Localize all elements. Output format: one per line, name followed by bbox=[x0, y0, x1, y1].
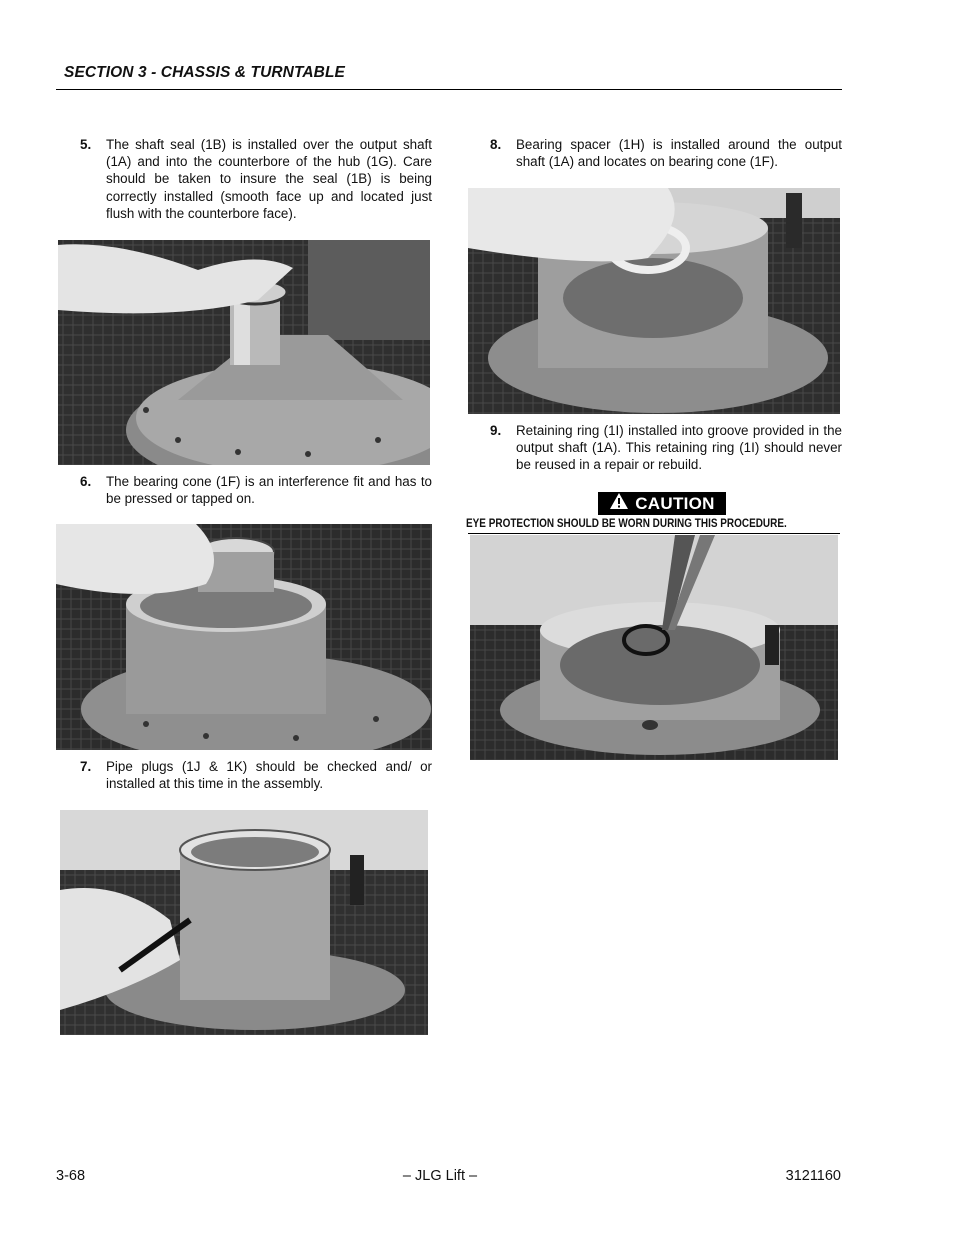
photo-pipe-plugs bbox=[60, 810, 428, 1035]
footer-center: – JLG Lift – bbox=[402, 1168, 478, 1184]
step-text: The shaft seal (1B) is installed over the output shaft (1A) and into the counterbore of the hub (1G). Care should be taken to insure the seal (1B) is being correctly installed (smooth face up and located just flush with the counterbore face). bbox=[106, 137, 432, 221]
step-text: The bearing cone (1F) is an interference fit and has to be pressed or tapped on. bbox=[106, 474, 432, 507]
step-number: 9. bbox=[490, 423, 502, 438]
caution-text: EYE PROTECTION SHOULD BE WORN DURING THIS PROCEDURE. bbox=[466, 517, 787, 530]
caution-label: CAUTION bbox=[635, 493, 715, 513]
warning-triangle-icon bbox=[609, 492, 629, 515]
header-rule bbox=[56, 89, 842, 90]
step-number: 5. bbox=[80, 137, 92, 152]
step-text: Bearing spacer (1H) is installed around the output shaft (1A) and locates on bearing cone (1F). bbox=[516, 137, 842, 170]
step-text: Pipe plugs (1J & 1K) should be checked and/ or installed at this time in the assembly. bbox=[106, 759, 432, 792]
step-text: Retaining ring (1I) installed into groove provided in the output shaft (1A). This retaining ring (1I) should never be reused in a repair or rebuild. bbox=[516, 423, 842, 473]
section-title: SECTION 3 - CHASSIS & TURNTABLE bbox=[64, 64, 345, 81]
page-number: 3-68 bbox=[56, 1168, 86, 1184]
step-number: 6. bbox=[80, 474, 92, 489]
caution-badge bbox=[598, 492, 726, 515]
photo-bearing-cone bbox=[56, 524, 432, 750]
step-number: 7. bbox=[80, 759, 92, 774]
photo-bearing-spacer bbox=[468, 188, 840, 414]
photo-retaining-ring bbox=[470, 535, 838, 760]
step-number: 8. bbox=[490, 137, 502, 152]
caution-rule bbox=[468, 533, 840, 534]
photo-shaft-seal bbox=[58, 240, 430, 465]
doc-number: 3121160 bbox=[785, 1168, 841, 1184]
